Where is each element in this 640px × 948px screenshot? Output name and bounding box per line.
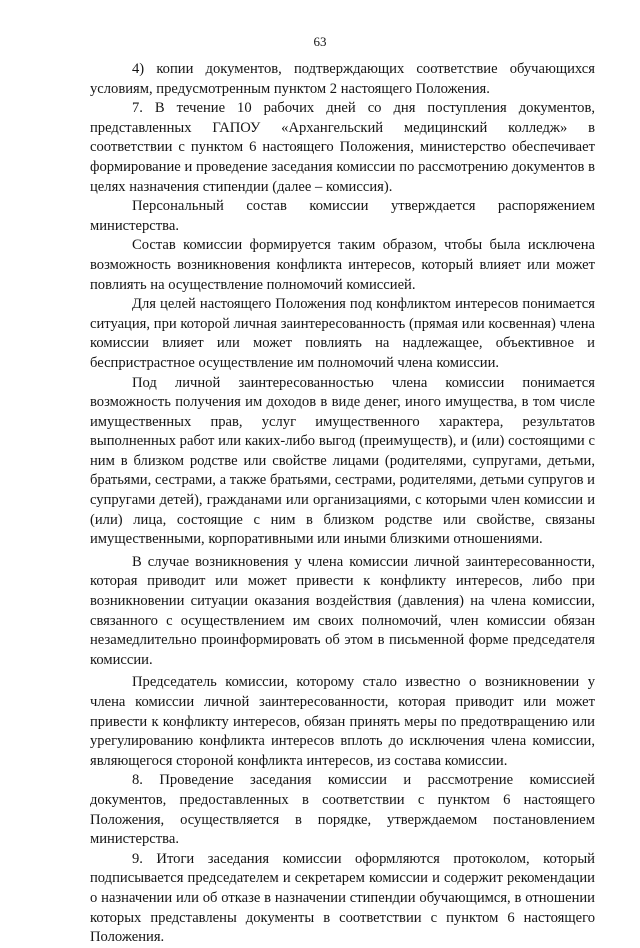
- paragraph-clause-9: 9. Итоги заседания комиссии оформляются протоколом, который подписывается председателем и секретарем комиссии и содержит рекомендации о назначении или об отказе в назначении стипендии обучающимся, в отношении которых представлены документы в соответствии с пунктом 6 настоящего Положения.: [90, 850, 595, 946]
- paragraph-item-4: 4) копии документов, подтверждающих соответствие обучающихся условиям, предусмотренным пунктом 2 настоящего Положения.: [90, 61, 595, 97]
- paragraph-commission-composition-approval: Персональный состав комиссии утверждается распоряжением министерства.: [90, 198, 595, 234]
- paragraph-chairman-measures: Председатель комиссии, которому стало известно о возникновении у члена комиссии личной заинтересованности, которая приводит или может привести к конфликту интересов, обязан принять меры по предотвращению или урегулированию конфликта интересов вплоть до исключения члена комиссии, являющегося стороной конфликта интересов, из состава комиссии.: [90, 674, 595, 769]
- page-number: 63: [313, 34, 327, 49]
- document-body: [90, 60, 595, 948]
- paragraph-conflict-exclusion: Состав комиссии формируется таким образом, чтобы была исключена возможность возникновения конфликта интересов, который влияет или может повлиять на осуществление полномочий комиссией.: [90, 237, 595, 293]
- paragraph-member-duty-to-inform: В случае возникновения у члена комиссии личной заинтересованности, которая приводит или может привести к конфликту интересов, либо при возникновении ситуации оказания воздействия (давления) на члена комиссии, связанного с осуществлением им своих полномочий, член комиссии обязан незамедлительно проинформировать об этом в письменной форме председателя комиссии.: [90, 553, 595, 668]
- paragraph-clause-8: 8. Проведение заседания комиссии и рассмотрение комиссией документов, предоставленных в соответствии с пунктом 6 настоящего Положения, осуществляется в порядке, утверждаемом постановлением министерства.: [90, 772, 595, 848]
- paragraph-personal-interest-definition: Под личной заинтересованностью члена комиссии понимается возможность получения им доходов в виде денег, иного имущества, в том числе имущественных прав, услуг имущественного характера, результатов выполненных работ или каких-либо выгод (преимуществ), и (или) состоящими с ним в близком родстве или свойстве лицами (родителями, супругами, детьми, братьями, сестрами, а также братьями, сестрами, родителями, детьми супругов и супругами детей), гражданами или организациями, с которыми член комиссии и (или) лица, состоящие с ним в близком родстве или свойстве, связаны имущественными, корпоративными или иными близкими отношениями.: [90, 374, 595, 548]
- paragraph-conflict-definition: Для целей настоящего Положения под конфликтом интересов понимается ситуация, при которой личная заинтересованность (прямая или косвенная) члена комиссии влияет или может повлиять на надлежащее, объективное и беспристрастное осуществление им полномочий члена комиссии.: [90, 296, 595, 371]
- paragraph-clause-7: 7. В течение 10 рабочих дней со дня поступления документов, представленных ГАПОУ «Архангельский медицинский колледж» в соответствии с пунктом 6 настоящего Положения, министерство обеспечивает формирование и проведение заседания комиссии по рассмотрению документов в целях назначения стипендии (далее – комиссия).: [90, 100, 595, 195]
